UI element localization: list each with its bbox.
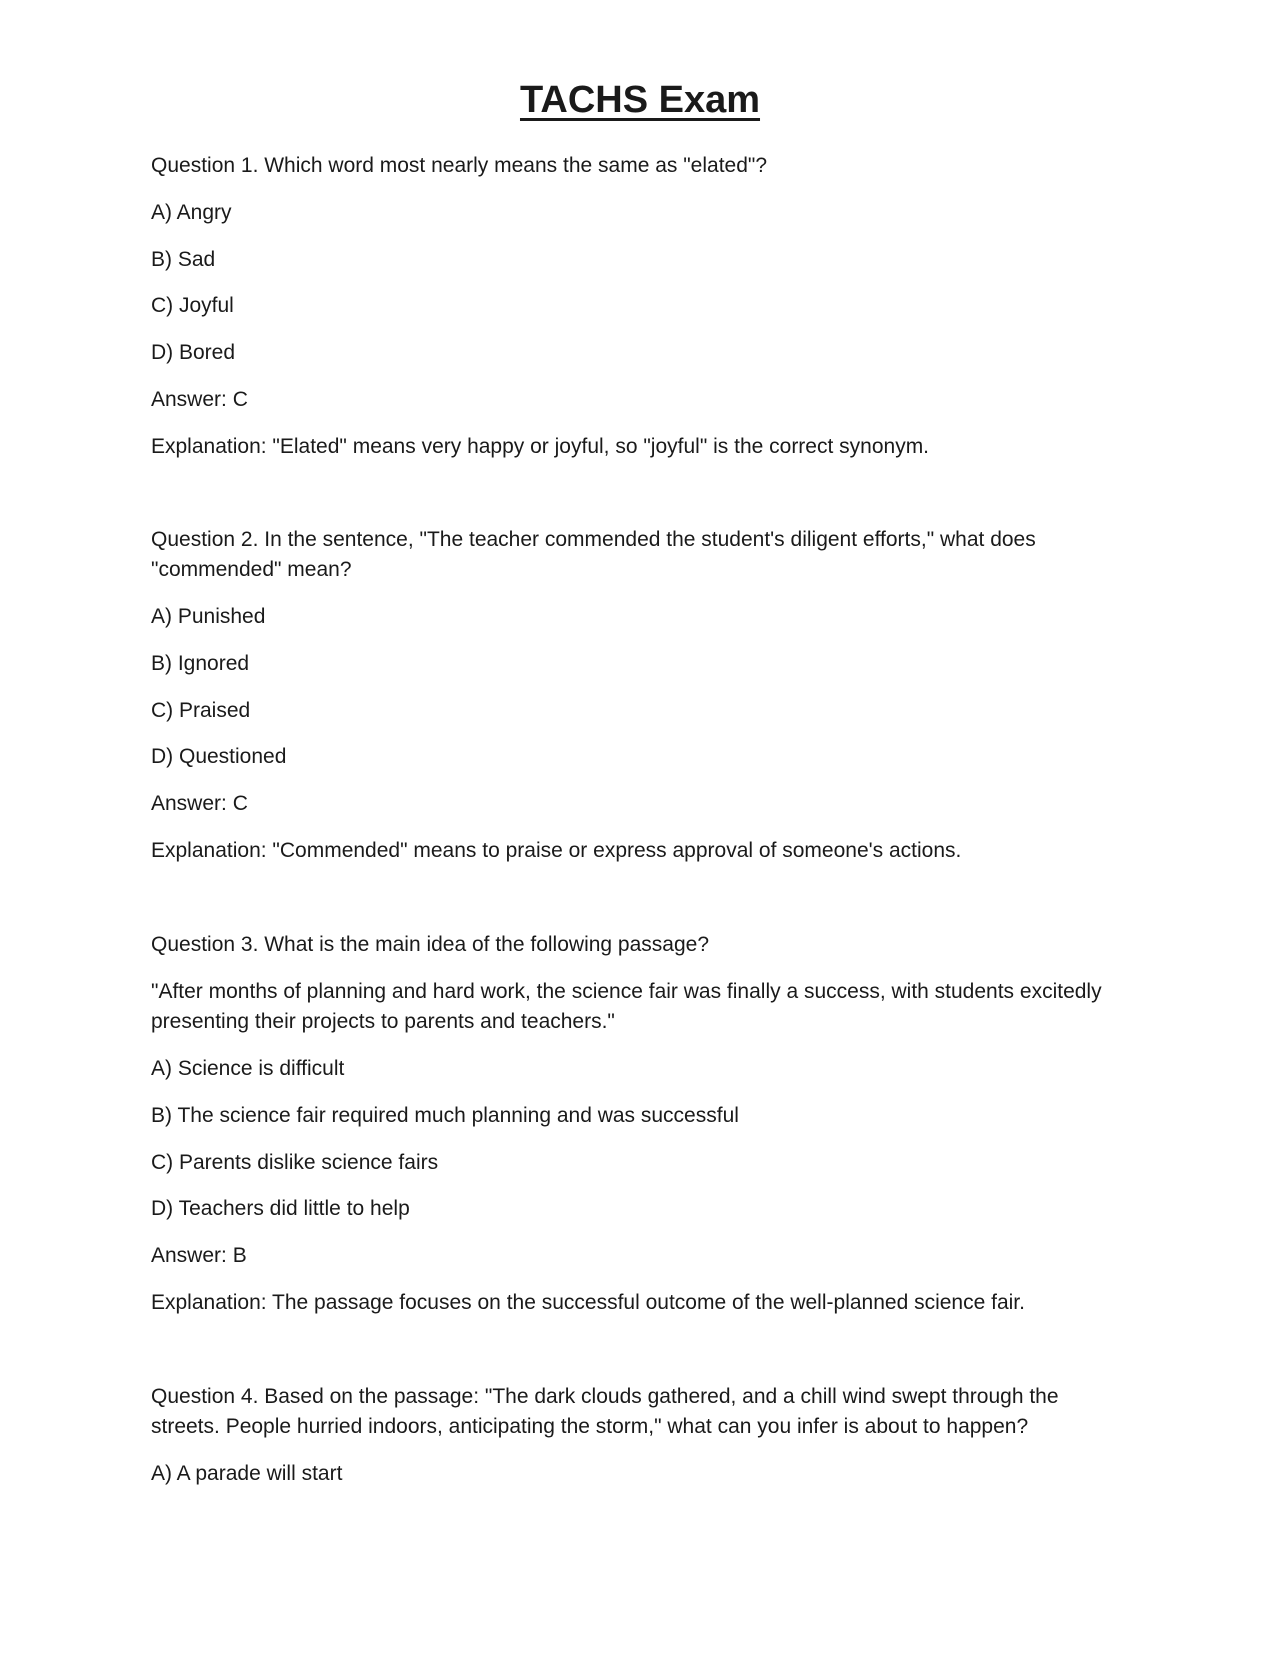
question-1-explanation: Explanation: "Elated" means very happy or joyful, so "joyful" is the correct synonym. [151, 435, 930, 458]
question-1-option-c: C) Joyful [151, 294, 234, 317]
question-1-prompt: Question 1. Which word most nearly means the same as "elated"? [151, 154, 768, 177]
question-1-option-d: D) Bored [151, 341, 236, 364]
question-2-option-d: D) Questioned [151, 745, 287, 768]
question-2-option-a: A) Punished [151, 605, 266, 628]
question-3-option-d: D) Teachers did little to help [151, 1197, 410, 1220]
question-1-option-b: B) Sad [151, 248, 216, 271]
page-title-text: TACHS Exam [519, 79, 761, 121]
question-2-explanation: Explanation: "Commended" means to praise or express approval of someone's actions. [151, 839, 962, 862]
question-3-passage-line-2: presenting their projects to parents and teachers." [151, 1010, 615, 1033]
question-3-passage-line-1: "After months of planning and hard work, the science fair was finally a success, with students excitedly [151, 980, 1102, 1003]
question-2-prompt-line-2: "commended" mean? [151, 558, 352, 581]
question-4-option-a: A) A parade will start [151, 1462, 343, 1485]
question-3-option-a: A) Science is difficult [151, 1057, 345, 1080]
question-3-option-c: C) Parents dislike science fairs [151, 1151, 439, 1174]
question-3-option-b: B) The science fair required much planning and was successful [151, 1104, 739, 1127]
question-2-answer: Answer: C [151, 792, 248, 815]
question-3-answer: Answer: B [151, 1244, 247, 1267]
question-4-prompt-line-2: streets. People hurried indoors, anticipating the storm," what can you infer is about to happen? [151, 1415, 1029, 1438]
question-2-option-b: B) Ignored [151, 652, 250, 675]
question-2-prompt-line-1: Question 2. In the sentence, "The teacher commended the student's diligent efforts," what does [151, 528, 1036, 551]
question-1-option-a: A) Angry [151, 201, 232, 224]
question-3-explanation: Explanation: The passage focuses on the successful outcome of the well-planned science fair. [151, 1291, 1025, 1314]
question-2-option-c: C) Praised [151, 699, 251, 722]
page-title [0, 76, 1280, 124]
question-3-prompt: Question 3. What is the main idea of the following passage? [151, 933, 709, 956]
question-4-prompt-line-1: Question 4. Based on the passage: "The dark clouds gathered, and a chill wind swept through the [151, 1385, 1059, 1408]
question-1-answer: Answer: C [151, 388, 248, 411]
